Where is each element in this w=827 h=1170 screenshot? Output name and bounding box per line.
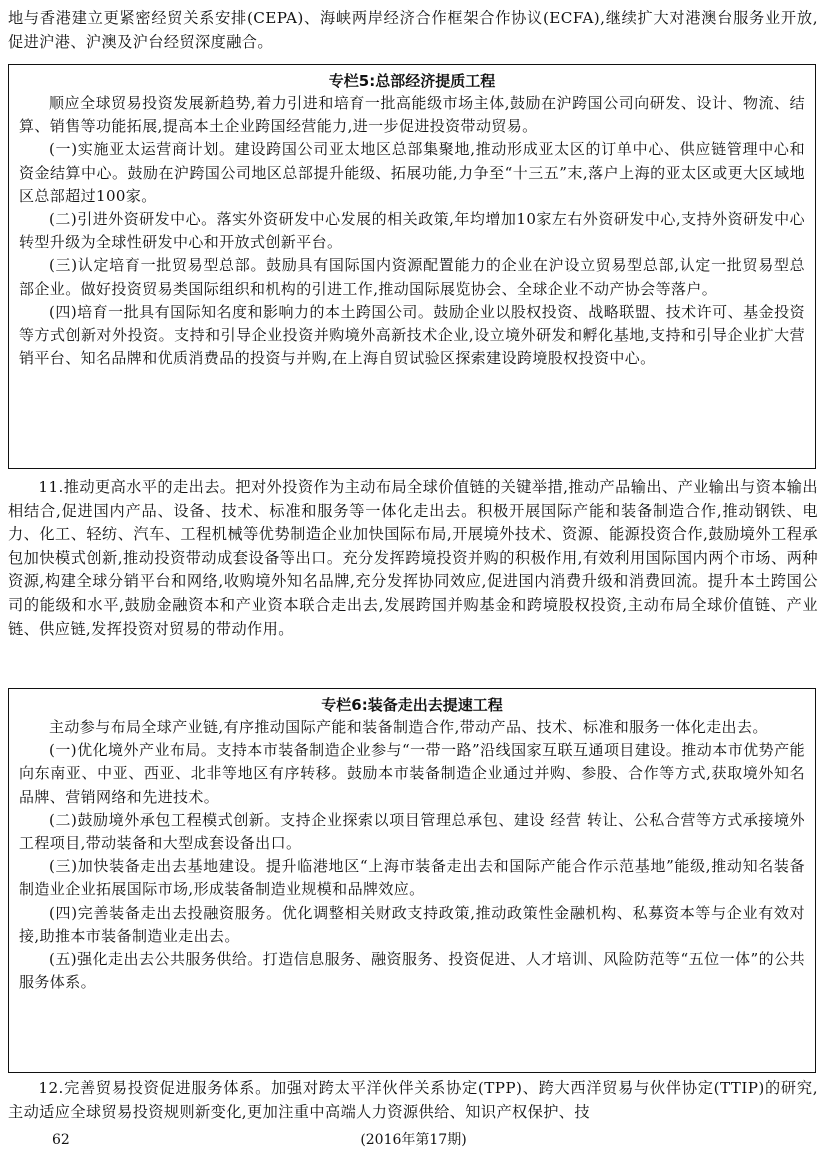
paragraph-12: 12.完善贸易投资促进服务体系。加强对跨太平洋伙伴关系协定(TPP)、跨大西洋贸易与伙伴协定(TTIP)的研究,主动适应全球贸易投资规则新变化,更加注重中高端人力资源供给、知识产权保护、技 (8, 1079, 818, 1121)
issue-label: (2016年第17期) (360, 1132, 467, 1148)
page-number: 62 (52, 1132, 70, 1148)
box6-paragraph: (四)完善装备走出去投融资服务。优化调整相关财政支持政策,推动政策性金融机构、私募资本等与企业有效对接,助推本市装备制造业走出去。 (19, 903, 805, 945)
box5-title: 专栏5:总部经济提质工程 (328, 72, 496, 90)
box6-paragraph: (五)强化走出去公共服务供给。打造信息服务、融资服务、投资促进、人才培训、风险防范等“五位一体”的公共服务体系。 (19, 950, 805, 992)
box5-paragraph: (二)引进外资研发中心。落实外资研发中心发展的相关政策,年均增加10家左右外资研发中心,支持外资研发中心转型升级为全球性研发中心和开放式创新平台。 (19, 210, 805, 252)
box5-paragraph: (三)认定培育一批贸易型总部。鼓励具有国际国内资源配置能力的企业在沪设立贸易型总部,认定一批贸易型总部企业。做好投资贸易类国际组织和机构的引进工作,推动国际展览协会、全球企业不动产协会等落户。 (19, 256, 805, 298)
box5-paragraph: (一)实施亚太运营商计划。建设跨国公司亚太地区总部集聚地,推动形成亚太区的订单中心、供应链管理中心和资金结算中心。鼓励在沪跨国公司地区总部提升能级、拓展功能,力争至“十三五”末,落户上海的亚太区或更大区域地区总部超过100家。 (19, 140, 805, 205)
box6-paragraph: 主动参与布局全球产业链,有序推动国际产能和装备制造合作,带动产品、技术、标准和服务一体化走出去。 (49, 718, 768, 736)
column-box-5 (8, 64, 816, 469)
box6-paragraph: (二)鼓励境外承包工程模式创新。支持企业探索以项目管理总承包、建设 经营 转让、公私合营等方式承接境外工程项目,带动装备和大型成套设备出口。 (19, 810, 805, 853)
column-box-6 (8, 688, 816, 1073)
box5-paragraph: (四)培育一批具有国际知名度和影响力的本土跨国公司。鼓励企业以股权投资、战略联盟、技术许可、基金投资等方式创新对外投资。支持和引导企业投资并购境外高新技术企业,设立境外研发和孵化基地,支持和引导企业扩大营销平台、知名品牌和优质消费品的投资与并购,在上海自贸试验区探索建设跨境股权投资中心。 (19, 302, 805, 368)
box5-paragraph: 顺应全球贸易投资发展新趋势,着力引进和培育一批高能级市场主体,鼓励在沪跨国公司向研发、设计、物流、结算、销售等功能拓展,提高本土企业跨国经营能力,进一步促进投资带动贸易。 (19, 94, 805, 136)
top-paragraph: 地与香港建立更紧密经贸关系安排(CEPA)、海峡两岸经济合作框架合作协议(ECFA),继续扩大对港澳台服务业开放,促进沪港、沪澳及沪台经贸深度融合。 (8, 9, 818, 51)
paragraph-11: 11.推动更高水平的走出去。把对外投资作为主动布局全球价值链的关键举措,推动产品输出、产业输出与资本输出相结合,促进国内产品、设备、技术、标准和服务等一体化走出去。积极开展国际产能和装备制造合作,推动钢铁、电力、化工、轻纺、汽车、工程机械等优势制造企业加快国际布局,开展境外技术、资源、能源投资合作,鼓励境外工程承包加快模式创新,推动投资带动成套设备等出口。充分发挥跨境投资并购的积极作用,有效利用国际国内两个市场、两种资源,构建全球分销平台和网络,收购境外知名品牌,充分发挥协同效应,促进国内消费升级和消费回流。提升本土跨国公司的能级和水平,鼓励金融资本和产业资本联合走出去,发展跨国并购基金和跨境股权投资,主动布局全球价值链、产业链、供应链,发挥投资对贸易的带动作用。 (8, 478, 818, 638)
box6-paragraph: (一)优化境外产业布局。支持本市装备制造企业参与“一带一路”沿线国家互联互通项目建设。推动本市优势产能向东南亚、中亚、西亚、北非等地区有序转移。鼓励本市装备制造企业通过并购、参股、合作等方式,获取境外知名品牌、营销网络和先进技术。 (19, 741, 805, 806)
box6-title: 专栏6:装备走出去提速工程 (321, 696, 503, 714)
box6-paragraph: (三)加快装备走出去基地建设。提升临港地区“上海市装备走出去和国际产能合作示范基地”能级,推动知名装备制造业企业拓展国际市场,形成装备制造业规模和品牌效应。 (19, 857, 805, 899)
